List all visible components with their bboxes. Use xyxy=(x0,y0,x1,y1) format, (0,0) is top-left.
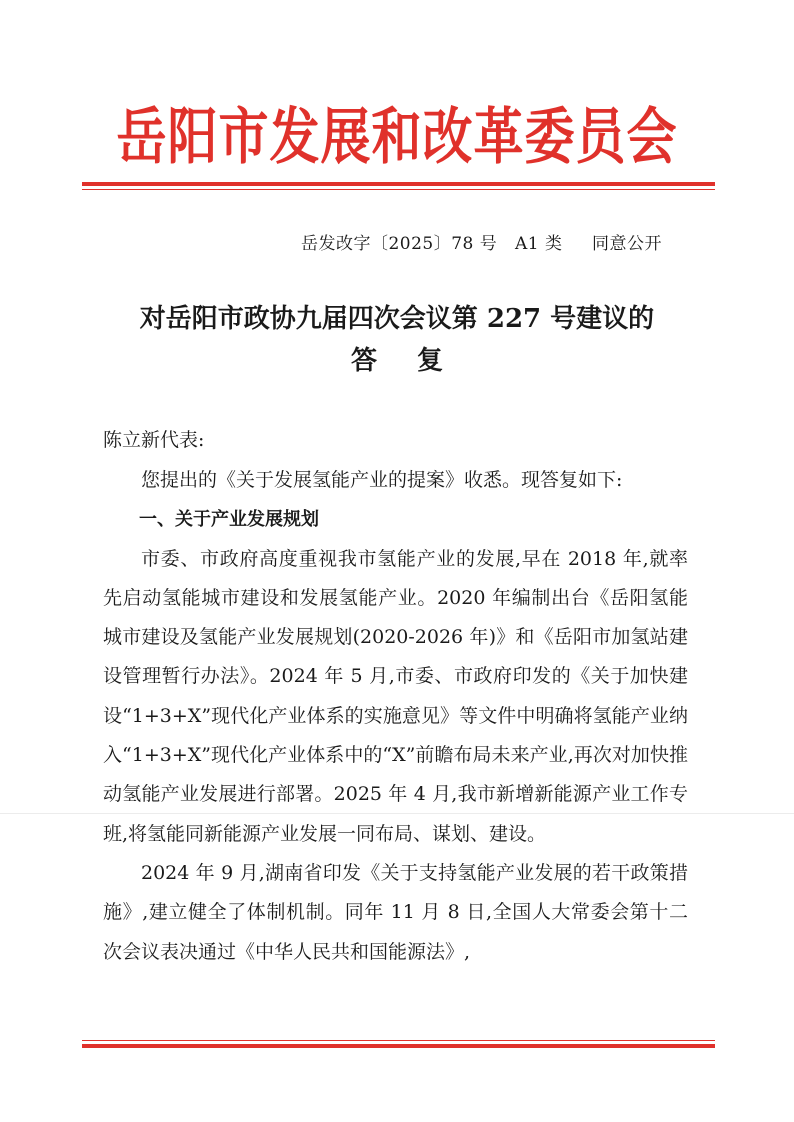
scan-fold-line xyxy=(0,813,794,814)
header-red-rule-thick xyxy=(82,182,715,186)
letter-body xyxy=(103,461,688,972)
header-red-rule-thin xyxy=(82,189,715,190)
subject-line-1: 对岳阳市政协九届四次会议第 227 号建议的 xyxy=(139,304,655,334)
section-heading: 一、关于产业发展规划 xyxy=(139,509,319,531)
subject-line-2: 答复 xyxy=(350,346,483,376)
footer-red-rule-thin xyxy=(82,1040,715,1041)
salutation: 陈立新代表: xyxy=(103,429,205,451)
body-paragraph: 市委、市政府高度重视我市氢能产业的发展,早在 2018 年,就率先启动氢能城市建设和发展氢能产业。2020 年编制出台《岳阳氢能城市建设及氢能产业发展规划(2020-2026 年)》和《岳阳市加氢站建设管理暂行办法》。2024 年 5 月,市委、市政府印发的《关于加快建设“1+3+X”现代化产业体系的实施意见》等文件中明确将氢能产业纳入“1+3+X”现代化产业体系中的“X”前瞻布局未来产业,再次对加快推动氢能产业发展进行部署。2025 年 4 月,我市新增新能源产业工作专班,将氢能同新能源产业发展一同布局、谋划、建设。 xyxy=(103,547,688,845)
org-letterhead-title: 岳阳市发展和改革委员会 xyxy=(116,101,678,173)
document-number-line: 岳发改字〔2025〕78 号 A1 类 同意公开 xyxy=(300,234,662,254)
footer-red-rule-thick xyxy=(82,1044,715,1048)
body-paragraph: 2024 年 9 月,湖南省印发《关于支持氢能产业发展的若干政策措施》,建立健全了体制机制。同年 11 月 8 日,全国人大常委会第十二次会议表决通过《中华人民共和国能源法》, xyxy=(103,861,688,963)
document-subject xyxy=(0,298,794,382)
intro-paragraph: 您提出的《关于发展氢能产业的提案》收悉。现答复如下: xyxy=(141,469,623,491)
